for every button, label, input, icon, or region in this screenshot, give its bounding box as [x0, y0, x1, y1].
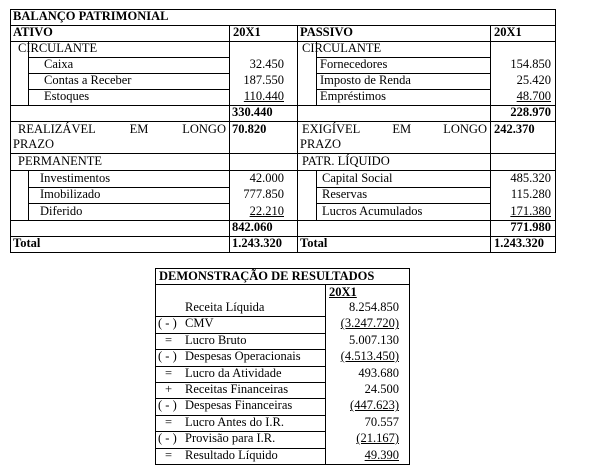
elp-label-line2: PRAZO	[300, 137, 341, 151]
dre-row	[155, 333, 409, 349]
rlp-value: 70.820	[232, 122, 267, 136]
ativo-year: 20X1	[233, 25, 261, 39]
dre-row	[155, 398, 409, 414]
dre-row	[155, 382, 409, 398]
fornecedores-label: Fornecedores	[320, 57, 388, 71]
passivo-header: PASSIVO	[300, 25, 354, 39]
dre-row-value: (21.167)	[356, 431, 399, 446]
rlp-word: LONGO	[182, 122, 226, 136]
dre-row-prefix: =	[165, 447, 173, 462]
investimentos-value: 42.000	[249, 171, 284, 185]
dre-row-prefix: ( - )	[158, 316, 177, 331]
dre-row-label: CMV	[185, 316, 214, 331]
permanente-total: 842.060	[232, 220, 273, 234]
contas-label: Contas a Receber	[44, 73, 132, 87]
investimentos-label: Investimentos	[40, 171, 111, 185]
dre-row-label: Lucro Antes do I.R.	[185, 414, 284, 429]
dre-row-label: Lucro Bruto	[185, 332, 247, 347]
dre-row-prefix: +	[165, 382, 173, 396]
permanente-label: PERMANENTE	[18, 154, 103, 168]
dre-row	[155, 448, 409, 464]
dre-row-value: (447.623)	[350, 398, 399, 413]
emprestimos-label: Empréstimos	[320, 89, 386, 103]
dre-row-prefix: =	[165, 414, 173, 429]
passivo-total-value: 1.243.320	[494, 236, 544, 250]
passivo-circulante-label: CIRCULANTE	[302, 41, 382, 55]
dre-rows	[155, 300, 409, 464]
rlp-label-line1	[18, 122, 226, 137]
dre-row-label: Provisão para I.R.	[185, 431, 276, 446]
emprestimos-value: 48.700	[516, 89, 551, 103]
pl-total: 771.980	[510, 220, 551, 234]
reservas-label: Reservas	[322, 187, 368, 201]
lucros-label: Lucros Acumulados	[322, 204, 423, 218]
dre-row-label: Receita Líquida	[185, 300, 265, 314]
rlp-word: EM	[129, 122, 149, 136]
passivo-circulante-total: 228.970	[510, 105, 551, 119]
dre-row-value: 5.007.130	[349, 332, 399, 347]
rlp-word: REALIZÁVEL	[18, 122, 96, 136]
dre-row	[155, 300, 409, 316]
balanco-title: BALANÇO PATRIMONIAL	[13, 9, 169, 23]
elp-value: 242.370	[494, 122, 535, 136]
dre-row	[155, 349, 409, 365]
lucros-value: 171.380	[510, 204, 551, 218]
dre-row	[155, 316, 409, 332]
dre-row	[155, 415, 409, 431]
imobilizado-label: Imobilizado	[40, 187, 101, 201]
dre-row-value: (3.247.720)	[340, 316, 399, 331]
dre-row	[155, 366, 409, 382]
dre-row-value: 493.680	[358, 365, 399, 380]
estoques-label: Estoques	[44, 89, 90, 103]
rlp-label-line2: PRAZO	[13, 137, 54, 151]
dre-row-value: 49.390	[364, 447, 399, 462]
elp-word: EM	[392, 122, 412, 136]
ativo-total-value: 1.243.320	[232, 236, 282, 250]
contas-value: 187.550	[243, 73, 284, 87]
imposto-value: 25.420	[516, 73, 551, 87]
dre-row-prefix: =	[165, 365, 173, 380]
dre-row-value: (4.513.450)	[340, 349, 399, 364]
dre-title: DEMONSTRAÇÃO DE RESULTADOS	[159, 269, 375, 283]
dre-row-label: Receitas Financeiras	[185, 382, 289, 396]
dre-row-value: 8.254.850	[349, 300, 399, 314]
ativo-circulante-label: CIRCULANTE	[18, 41, 98, 55]
dre-row-value: 24.500	[364, 382, 399, 396]
passivo-year: 20X1	[494, 25, 522, 39]
estoques-value: 110.440	[243, 89, 284, 103]
ativo-circulante-total: 330.440	[232, 105, 273, 119]
diferido-value: 22.210	[249, 204, 284, 218]
diferido-label: Diferido	[40, 204, 83, 218]
dre-row-label: Resultado Líquido	[185, 447, 278, 462]
dre-row-value: 70.557	[364, 414, 399, 429]
dre-row	[155, 431, 409, 447]
dre-row-prefix: ( - )	[158, 431, 177, 446]
caixa-value: 32.450	[249, 57, 284, 71]
dre-row-label: Despesas Financeiras	[185, 398, 293, 413]
dre-row-prefix: ( - )	[158, 398, 177, 413]
elp-label-line1	[302, 122, 487, 137]
dre-row-label: Lucro da Atividade	[185, 365, 282, 380]
ativo-total-label: Total	[13, 236, 41, 250]
dre-row-label: Despesas Operacionais	[185, 349, 301, 364]
reservas-value: 115.280	[510, 187, 551, 201]
pl-label: PATR. LÍQUIDO	[302, 154, 390, 168]
fornecedores-value: 154.850	[510, 57, 551, 71]
capital-label: Capital Social	[322, 171, 393, 185]
capital-value: 485.320	[510, 171, 551, 185]
dre-row-prefix: =	[165, 332, 173, 347]
ativo-header: ATIVO	[13, 25, 53, 39]
imposto-label: Imposto de Renda	[320, 73, 411, 87]
caixa-label: Caixa	[44, 57, 74, 71]
elp-word: LONGO	[443, 122, 487, 136]
dre-year: 20X1	[329, 285, 357, 299]
dre-table	[155, 268, 409, 468]
imobilizado-value: 777.850	[243, 187, 284, 201]
dre-row-prefix: ( - )	[158, 349, 177, 364]
passivo-total-label: Total	[300, 236, 328, 250]
elp-word: EXIGÍVEL	[302, 122, 361, 136]
